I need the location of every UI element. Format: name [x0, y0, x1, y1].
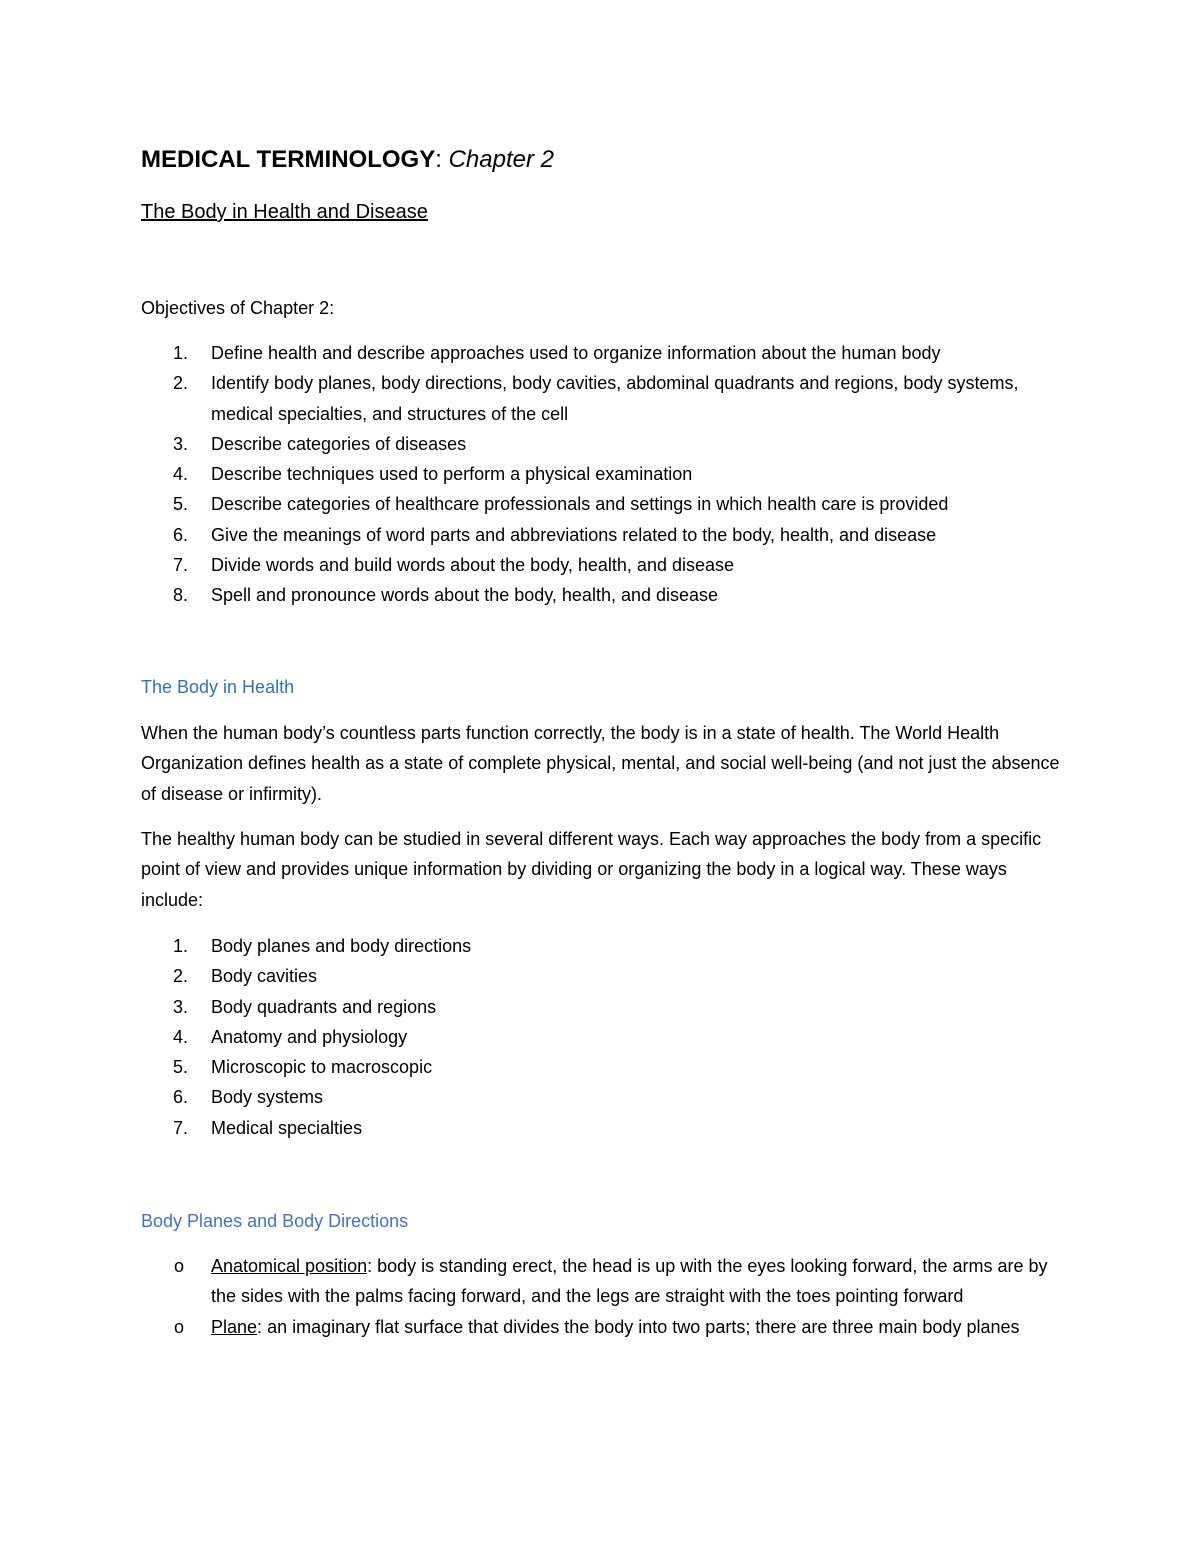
- term-anatomical-position: Anatomical position: [211, 1256, 368, 1276]
- list-number: 2.: [173, 966, 189, 987]
- list-number: 8.: [173, 585, 189, 606]
- list-item: [141, 1251, 1071, 1312]
- list-item: [141, 429, 1071, 459]
- term-definition: body is standing erect, the head is up with the eyes looking forward, the arms are by the sides with the palms facing forward, and the legs are straight with the toes pointing forward: [211, 1256, 1048, 1307]
- section-heading-planes: Body Planes and Body Directions: [141, 1211, 409, 1231]
- list-text: Body quadrants and regions: [211, 996, 437, 1017]
- term-definition: an imaginary flat surface that divides the body into two parts; there are three main body planes: [267, 1316, 1020, 1337]
- list-number: 7.: [173, 1117, 189, 1138]
- page-subtitle: The Body in Health and Disease: [141, 201, 428, 223]
- section-heading-health: The Body in Health: [141, 677, 295, 697]
- title-colon: :: [435, 146, 449, 173]
- list-text: Medical specialties: [211, 1117, 363, 1138]
- list-text: Define health and describe approaches used to organize information about the human body: [211, 343, 941, 363]
- list-item: [141, 489, 1071, 519]
- list-item: [141, 1052, 1071, 1082]
- planes-bullet-list: [141, 1251, 1071, 1342]
- title-chapter: Chapter 2: [448, 146, 554, 173]
- page-title: [141, 145, 554, 175]
- list-number: 7.: [173, 555, 189, 576]
- list-text: Describe categories of healthcare professionals and settings in which health care is provided: [211, 494, 949, 515]
- list-number: 4.: [173, 464, 189, 485]
- study-ways-list: [141, 931, 1071, 1143]
- list-text: Spell and pronounce words about the body, health, and disease: [211, 585, 719, 606]
- list-text: Anatomy and physiology: [211, 1026, 408, 1047]
- term-separator: :: [367, 1256, 378, 1276]
- list-item: [141, 1022, 1071, 1052]
- list-text: Describe categories of diseases: [211, 433, 467, 454]
- term-plane: Plane: [211, 1316, 258, 1337]
- bullet-icon: o: [174, 1256, 185, 1276]
- list-number: 5.: [173, 1057, 189, 1078]
- list-item: [141, 520, 1071, 550]
- list-number: 1.: [173, 343, 189, 363]
- list-text: Body systems: [211, 1087, 324, 1108]
- objectives-list: [141, 338, 1071, 611]
- list-text: Give the meanings of word parts and abbreviations related to the body, health, and disease: [211, 524, 937, 545]
- list-text: Microscopic to macroscopic: [211, 1057, 433, 1078]
- list-text: Body planes and body directions: [211, 936, 472, 956]
- list-item: [141, 550, 1071, 580]
- list-text: Body cavities: [211, 966, 318, 987]
- bullet-icon: o: [174, 1316, 185, 1337]
- list-number: 3.: [173, 996, 189, 1017]
- list-text: Identify body planes, body directions, body cavities, abdominal quadrants and regions, body systems, medical specialties, and structures of the cell: [211, 373, 1019, 424]
- list-number: 6.: [173, 1087, 189, 1108]
- list-item: [141, 931, 1071, 961]
- title-bold: MEDICAL TERMINOLOGY: [141, 146, 436, 173]
- list-number: 2.: [173, 373, 189, 394]
- objectives-label: Objectives of Chapter 2:: [141, 298, 335, 318]
- list-number: 4.: [173, 1026, 189, 1047]
- list-number: 1.: [173, 936, 189, 956]
- paragraph-study-ways: The healthy human body can be studied in several different ways. Each way approaches the body from a specific point of view and provides unique information by dividing or organizing the body in a logical way. These ways include:: [141, 829, 1042, 910]
- list-number: 6.: [173, 524, 189, 545]
- list-item: [141, 1113, 1071, 1143]
- list-text: Divide words and build words about the body, health, and disease: [211, 555, 735, 576]
- list-item: [141, 1312, 1071, 1342]
- list-number: 3.: [173, 433, 189, 454]
- list-item: [141, 961, 1071, 991]
- list-item: [141, 1082, 1071, 1112]
- list-item: [141, 992, 1071, 1022]
- term-separator: :: [257, 1316, 268, 1337]
- list-item: [141, 368, 1071, 429]
- list-number: 5.: [173, 494, 189, 515]
- list-item: [141, 580, 1071, 610]
- list-text: Describe techniques used to perform a physical examination: [211, 464, 693, 485]
- list-item: [141, 338, 1071, 368]
- list-item: [141, 459, 1071, 489]
- paragraph-health-definition: When the human body’s countless parts function correctly, the body is in a state of health. The World Health Organization defines health as a state of complete physical, mental, and social well-being (and not just the absence of disease or infirmity).: [141, 723, 1060, 804]
